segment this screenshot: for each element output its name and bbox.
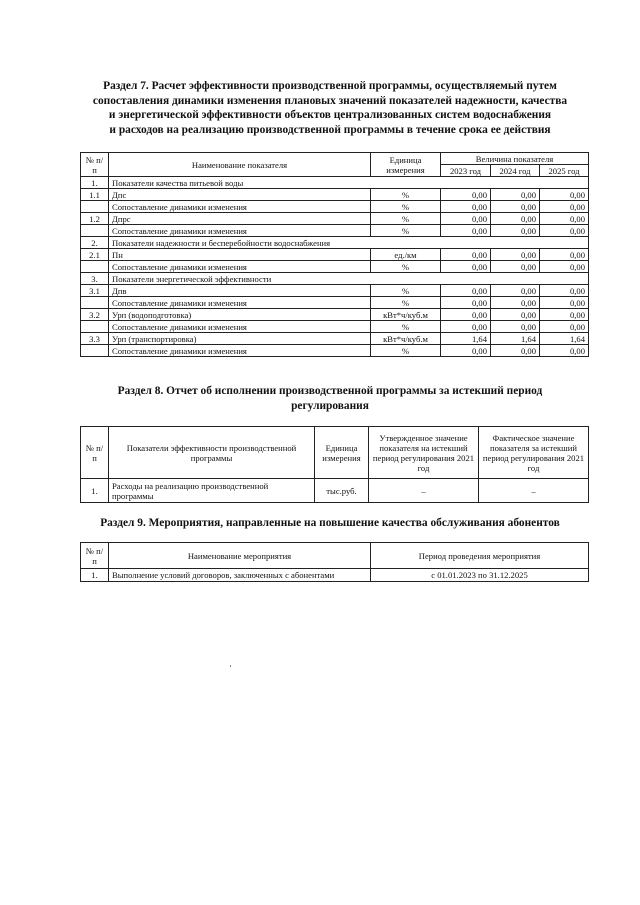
row-name: Пн <box>109 249 371 261</box>
row-value: 0,00 <box>441 213 491 225</box>
table-row <box>81 201 589 213</box>
row-value: 0,00 <box>540 321 589 333</box>
row-value: 0,00 <box>441 297 491 309</box>
row-value: 0,00 <box>540 225 589 237</box>
row-name: Дпв <box>109 285 371 297</box>
table-row <box>81 569 589 582</box>
row-name: Сопоставление динамики изменения <box>109 201 371 213</box>
row-unit: % <box>371 321 441 333</box>
row-period: с 01.01.2023 по 31.12.2025 <box>371 569 589 582</box>
table-row <box>81 479 589 503</box>
row-group-name: Показатели качества питьевой воды <box>109 177 589 189</box>
table-row <box>81 261 589 273</box>
row-num: 2. <box>81 237 109 249</box>
row-unit: % <box>371 213 441 225</box>
row-unit: % <box>371 261 441 273</box>
row-num <box>81 225 109 237</box>
row-unit: кВт*ч/куб.м <box>371 309 441 321</box>
header-num: № п/п <box>81 153 109 177</box>
table-row <box>81 249 589 261</box>
row-num <box>81 321 109 333</box>
row-num: 3.1 <box>81 285 109 297</box>
row-num: 3.3 <box>81 333 109 345</box>
row-value: 0,00 <box>491 345 540 357</box>
row-value: 0,00 <box>441 345 491 357</box>
row-unit: % <box>371 297 441 309</box>
table-header-row <box>81 153 589 165</box>
header-unit: Единица измерения <box>371 153 441 177</box>
row-value: 0,00 <box>540 309 589 321</box>
row-group-name: Показатели надежности и бесперебойности водоснабжения <box>109 237 589 249</box>
row-value: 0,00 <box>441 249 491 261</box>
table-row <box>81 333 589 345</box>
table-row <box>81 273 589 285</box>
row-value: 0,00 <box>441 261 491 273</box>
header-year: 2023 год <box>441 165 491 177</box>
row-name: Урп (транспортировка) <box>109 333 371 345</box>
row-value: 0,00 <box>540 189 589 201</box>
row-value: 0,00 <box>441 201 491 213</box>
header-approved: Утвержденное значение показателя на истекший период регулирования 2021 год <box>369 427 479 479</box>
row-value: 0,00 <box>540 261 589 273</box>
row-group-name: Показатели энергетической эффективности <box>109 273 589 285</box>
row-name: Сопоставление динамики изменения <box>109 261 371 273</box>
section8-table <box>80 426 589 503</box>
table-row <box>81 345 589 357</box>
header-year: 2024 год <box>491 165 540 177</box>
row-value: 0,00 <box>491 321 540 333</box>
header-name: Показатели эффективности производственной программы <box>109 427 315 479</box>
row-value: 0,00 <box>441 225 491 237</box>
row-actual: – <box>479 479 589 503</box>
row-num <box>81 297 109 309</box>
header-actual: Фактическое значение показателя за истекший период регулирования 2021 год <box>479 427 589 479</box>
row-num: 3.2 <box>81 309 109 321</box>
scan-speck <box>230 665 231 667</box>
header-num: № п/п <box>81 543 109 569</box>
row-unit: % <box>371 285 441 297</box>
row-name: Сопоставление динамики изменения <box>109 321 371 333</box>
section7-title <box>70 79 590 137</box>
header-name: Наименование мероприятия <box>109 543 371 569</box>
section8-title <box>70 384 590 413</box>
row-value: 0,00 <box>540 285 589 297</box>
row-unit: % <box>371 189 441 201</box>
row-unit: тыс.руб. <box>315 479 369 503</box>
table-row <box>81 237 589 249</box>
row-num <box>81 345 109 357</box>
section7-title-line: Раздел 7. Расчет эффективности производственной программы, осуществляемый путем <box>103 80 557 92</box>
table-row <box>81 321 589 333</box>
row-value: 0,00 <box>491 213 540 225</box>
row-value: 0,00 <box>441 321 491 333</box>
row-num: 1. <box>81 569 109 582</box>
row-num: 1.2 <box>81 213 109 225</box>
header-value-group: Величина показателя <box>441 153 589 165</box>
row-name: Сопоставление динамики изменения <box>109 345 371 357</box>
row-value: 0,00 <box>491 297 540 309</box>
row-num <box>81 201 109 213</box>
row-value: 0,00 <box>540 345 589 357</box>
table-row <box>81 225 589 237</box>
row-num <box>81 261 109 273</box>
row-unit: % <box>371 345 441 357</box>
row-name: Дпс <box>109 189 371 201</box>
row-approved: – <box>369 479 479 503</box>
row-value: 0,00 <box>540 201 589 213</box>
table-row <box>81 177 589 189</box>
row-value: 0,00 <box>491 261 540 273</box>
row-value: 0,00 <box>441 189 491 201</box>
section9-title-line: Раздел 9. Мероприятия, направленные на повышение качества обслуживания абонентов <box>100 517 560 529</box>
section8-title-line: Раздел 8. Отчет об исполнении производственной программы за истекший период <box>117 385 543 397</box>
table-row <box>81 189 589 201</box>
table-header-row <box>81 427 589 479</box>
table-header-row <box>81 543 589 569</box>
header-num: № п/п <box>81 427 109 479</box>
row-value: 1,64 <box>441 333 491 345</box>
row-value: 1,64 <box>540 333 589 345</box>
row-name: Расходы на реализацию производственной программы <box>109 479 315 503</box>
section8-title-line: регулирования <box>291 399 369 412</box>
row-value: 0,00 <box>491 285 540 297</box>
header-year: 2025 год <box>540 165 589 177</box>
section7-title-line: и расходов на реализацию производственной программы в течение срока ее действия <box>109 123 551 136</box>
row-value: 0,00 <box>540 213 589 225</box>
row-num: 1. <box>81 177 109 189</box>
section7-title-line: сопоставления динамики изменения плановых значений показателей надежности, качества <box>92 94 568 107</box>
row-value: 0,00 <box>491 201 540 213</box>
table-row <box>81 285 589 297</box>
row-name: Сопоставление динамики изменения <box>109 297 371 309</box>
section9-title <box>70 516 590 531</box>
row-unit: % <box>371 201 441 213</box>
table-row <box>81 213 589 225</box>
row-unit: ед./км <box>371 249 441 261</box>
table-row <box>81 297 589 309</box>
row-value: 1,64 <box>491 333 540 345</box>
row-num: 3. <box>81 273 109 285</box>
section9-table <box>80 542 589 582</box>
row-value: 0,00 <box>441 309 491 321</box>
row-value: 0,00 <box>540 249 589 261</box>
row-value: 0,00 <box>491 225 540 237</box>
header-name: Наименование показателя <box>109 153 371 177</box>
row-name: Урп (водоподготовка) <box>109 309 371 321</box>
row-num: 1.1 <box>81 189 109 201</box>
header-period: Период проведения мероприятия <box>371 543 589 569</box>
row-name: Дпрс <box>109 213 371 225</box>
table-row <box>81 309 589 321</box>
header-unit: Единица измерения <box>315 427 369 479</box>
section7-title-line: и энергетической эффективности объектов централизованных систем водоснабжения <box>108 109 552 122</box>
row-value: 0,00 <box>441 285 491 297</box>
row-value: 0,00 <box>491 189 540 201</box>
row-num: 2.1 <box>81 249 109 261</box>
row-value: 0,00 <box>540 297 589 309</box>
row-value: 0,00 <box>491 309 540 321</box>
row-name: Сопоставление динамики изменения <box>109 225 371 237</box>
row-name: Выполнение условий договоров, заключенных с абонентами <box>109 569 371 582</box>
row-unit: кВт*ч/куб.м <box>371 333 441 345</box>
section7-table <box>80 152 589 357</box>
row-unit: % <box>371 225 441 237</box>
row-value: 0,00 <box>491 249 540 261</box>
row-num: 1. <box>81 479 109 503</box>
